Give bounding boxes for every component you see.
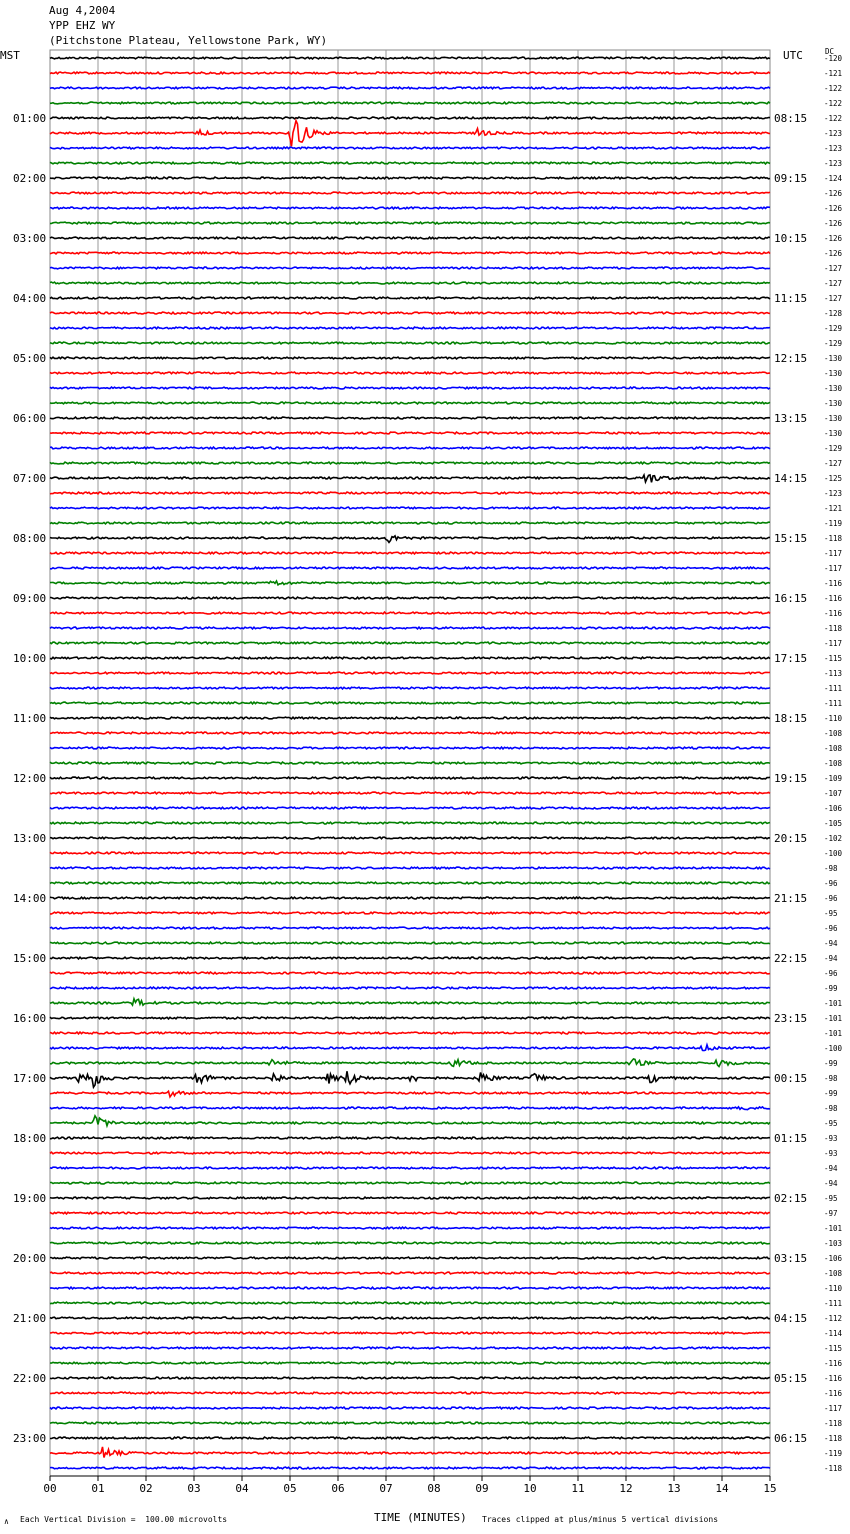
seismic-trace	[50, 252, 770, 254]
seismic-trace	[50, 57, 770, 59]
dc-offset-label: -99	[824, 1089, 838, 1098]
seismic-trace	[50, 1152, 770, 1154]
mst-hour-label: 21:00	[13, 1312, 47, 1325]
dc-offset-label: -108	[824, 744, 843, 753]
x-tick-label: 01	[91, 1482, 105, 1495]
seismic-trace	[50, 1317, 770, 1319]
seismic-trace	[50, 627, 770, 629]
seismic-trace	[50, 1116, 770, 1126]
seismic-trace	[50, 1032, 770, 1034]
dc-offset-label: -114	[824, 1329, 843, 1338]
seismic-trace	[50, 147, 770, 149]
right-timezone-label: UTC	[783, 49, 803, 62]
dc-offset-label: -101	[824, 1029, 843, 1038]
seismic-trace	[50, 597, 770, 599]
footer-mark: ∧	[4, 1517, 9, 1526]
dc-offset-label: -124	[824, 174, 843, 183]
station-label: YPP EHZ WY	[49, 19, 116, 32]
seismic-trace	[50, 1437, 770, 1439]
dc-offset-label: -130	[824, 414, 843, 423]
seismic-trace	[50, 957, 770, 959]
dc-offset-label: -95	[824, 1194, 838, 1203]
seismic-trace	[50, 522, 770, 524]
seismic-trace	[50, 1407, 770, 1409]
x-tick-label: 14	[715, 1482, 729, 1495]
dc-offset-label: -110	[824, 714, 843, 723]
dc-offset-label: -101	[824, 999, 843, 1008]
utc-hour-label: 05:15	[774, 1372, 808, 1385]
dc-offset-label: -96	[824, 969, 838, 978]
dc-offset-label: -98	[824, 1074, 838, 1083]
mst-hour-label: 16:00	[13, 1012, 47, 1025]
dc-header-label: DC	[825, 47, 835, 56]
seismic-trace	[50, 1302, 770, 1304]
seismic-trace	[50, 567, 770, 569]
seismic-trace	[50, 672, 770, 674]
seismic-trace	[50, 807, 770, 809]
x-tick-label: 05	[283, 1482, 297, 1495]
dc-offset-label: -118	[824, 1464, 843, 1473]
seismic-trace	[50, 1287, 770, 1289]
seismic-trace	[50, 297, 770, 299]
dc-offset-label: -98	[824, 864, 838, 873]
dc-offset-label: -130	[824, 369, 843, 378]
seismic-trace	[50, 447, 770, 449]
mst-hour-label: 07:00	[13, 472, 47, 485]
dc-offset-label: -94	[824, 1179, 838, 1188]
mst-hour-label: 18:00	[13, 1132, 47, 1145]
utc-hour-label: 11:15	[774, 292, 808, 305]
dc-offset-label: -103	[824, 1239, 843, 1248]
dc-offset-label: -129	[824, 444, 843, 453]
dc-offset-label: -96	[824, 879, 838, 888]
dc-offset-label: -102	[824, 834, 843, 843]
dc-offset-label: -94	[824, 954, 838, 963]
dc-offset-label: -127	[824, 459, 843, 468]
x-tick-label: 07	[379, 1482, 393, 1495]
seismic-trace	[50, 942, 770, 944]
dc-offset-label: -113	[824, 669, 843, 678]
dc-offset-label: -109	[824, 774, 843, 783]
seismic-trace	[50, 777, 770, 779]
dc-offset-label: -130	[824, 384, 843, 393]
seismic-trace	[50, 1017, 770, 1019]
seismic-trace	[50, 1167, 770, 1169]
dc-offset-label: -119	[824, 519, 843, 528]
seismic-trace	[50, 102, 770, 104]
mst-hour-label: 17:00	[13, 1072, 47, 1085]
dc-offset-label: -95	[824, 1119, 838, 1128]
dc-offset-label: -120	[824, 54, 843, 63]
seismic-trace	[50, 327, 770, 329]
dc-offset-label: -108	[824, 729, 843, 738]
seismic-trace	[50, 417, 770, 419]
seismic-trace	[50, 732, 770, 734]
seismic-trace	[50, 72, 770, 74]
seismic-trace	[50, 1137, 770, 1139]
utc-hour-label: 00:15	[774, 1072, 808, 1085]
dc-offset-label: -118	[824, 534, 843, 543]
x-tick-label: 12	[619, 1482, 633, 1495]
mst-hour-label: 20:00	[13, 1252, 47, 1265]
utc-hour-label: 14:15	[774, 472, 808, 485]
dc-offset-label: -122	[824, 114, 843, 123]
x-tick-label: 13	[667, 1482, 681, 1495]
dc-offset-label: -130	[824, 429, 843, 438]
seismic-trace	[50, 897, 770, 899]
seismic-trace	[50, 192, 770, 194]
x-tick-label: 09	[475, 1482, 489, 1495]
dc-offset-label: -95	[824, 909, 838, 918]
seismic-trace	[50, 507, 770, 509]
utc-hour-label: 22:15	[774, 952, 808, 965]
mst-hour-label: 22:00	[13, 1372, 47, 1385]
seismic-trace	[50, 1091, 770, 1097]
date-label: Aug 4,2004	[49, 4, 116, 17]
seismic-trace	[50, 702, 770, 704]
dc-offset-label: -127	[824, 279, 843, 288]
dc-offset-label: -99	[824, 984, 838, 993]
seismic-trace	[50, 1257, 770, 1259]
seismic-trace	[50, 717, 770, 719]
dc-offset-label: -117	[824, 639, 843, 648]
x-tick-label: 02	[139, 1482, 153, 1495]
mst-hour-label: 14:00	[13, 892, 47, 905]
dc-offset-label: -93	[824, 1134, 838, 1143]
mst-hour-label: 04:00	[13, 292, 47, 305]
utc-hour-label: 13:15	[774, 412, 808, 425]
utc-hour-label: 02:15	[774, 1192, 808, 1205]
dc-offset-label: -111	[824, 1299, 843, 1308]
utc-hour-label: 01:15	[774, 1132, 808, 1145]
seismic-trace	[50, 1362, 770, 1364]
dc-offset-label: -127	[824, 264, 843, 273]
seismic-trace	[50, 1059, 770, 1067]
mst-hour-label: 06:00	[13, 412, 47, 425]
dc-offset-label: -98	[824, 1104, 838, 1113]
seismic-trace	[50, 822, 770, 824]
seismic-trace	[50, 117, 770, 119]
mst-hour-label: 01:00	[13, 112, 47, 125]
dc-offset-label: -118	[824, 624, 843, 633]
x-tick-label: 00	[43, 1482, 57, 1495]
dc-offset-label: -116	[824, 1389, 843, 1398]
dc-offset-label: -117	[824, 564, 843, 573]
x-tick-label: 03	[187, 1482, 201, 1495]
utc-hour-label: 03:15	[774, 1252, 808, 1265]
dc-offset-label: -115	[824, 654, 843, 663]
seismic-trace	[50, 1182, 770, 1184]
x-tick-label: 06	[331, 1482, 345, 1495]
seismic-trace	[50, 1467, 770, 1469]
dc-offset-label: -123	[824, 144, 843, 153]
dc-offset-label: -111	[824, 699, 843, 708]
seismic-trace	[50, 1447, 770, 1458]
mst-hour-label: 11:00	[13, 712, 47, 725]
seismic-trace	[50, 687, 770, 689]
utc-hour-label: 16:15	[774, 592, 808, 605]
mst-hour-label: 09:00	[13, 592, 47, 605]
mst-hour-label: 02:00	[13, 172, 47, 185]
dc-offset-label: -116	[824, 594, 843, 603]
seismic-trace	[50, 912, 770, 914]
seismic-trace	[50, 177, 770, 179]
dc-offset-label: -100	[824, 849, 843, 858]
mst-hour-label: 12:00	[13, 772, 47, 785]
seismic-trace	[50, 402, 770, 404]
seismic-trace	[50, 762, 770, 764]
dc-offset-label: -93	[824, 1149, 838, 1158]
seismic-trace	[50, 207, 770, 209]
dc-offset-label: -112	[824, 1314, 843, 1323]
left-timezone-label: MST	[0, 49, 20, 62]
dc-offset-label: -125	[824, 474, 843, 483]
dc-offset-label: -118	[824, 1434, 843, 1443]
seismic-trace	[50, 852, 770, 854]
seismic-trace	[50, 462, 770, 464]
seismic-trace	[50, 387, 770, 389]
dc-offset-label: -130	[824, 399, 843, 408]
dc-offset-label: -121	[824, 504, 843, 513]
seismic-trace	[50, 372, 770, 374]
seismic-trace	[50, 882, 770, 884]
dc-offset-label: -101	[824, 1224, 843, 1233]
seismic-trace	[50, 1107, 770, 1110]
seismic-trace	[50, 267, 770, 269]
dc-offset-label: -97	[824, 1209, 838, 1218]
seismic-trace	[50, 1272, 770, 1274]
dc-offset-label: -100	[824, 1044, 843, 1053]
dc-offset-label: -108	[824, 1269, 843, 1278]
dc-offset-label: -106	[824, 1254, 843, 1263]
seismic-trace	[50, 1422, 770, 1424]
x-tick-label: 11	[571, 1482, 585, 1495]
utc-hour-label: 08:15	[774, 112, 808, 125]
dc-offset-label: -94	[824, 939, 838, 948]
seismic-trace	[50, 1392, 770, 1394]
x-tick-label: 04	[235, 1482, 249, 1495]
seismic-trace	[50, 581, 770, 585]
dc-offset-label: -126	[824, 249, 843, 258]
seismic-trace	[50, 642, 770, 644]
utc-hour-label: 09:15	[774, 172, 808, 185]
dc-offset-label: -119	[824, 1449, 843, 1458]
x-tick-label: 15	[763, 1482, 777, 1495]
x-axis-title: TIME (MINUTES)	[374, 1511, 467, 1524]
seismic-trace	[50, 987, 770, 989]
dc-offset-label: -105	[824, 819, 843, 828]
seismic-trace	[50, 536, 770, 543]
dc-offset-label: -107	[824, 789, 843, 798]
seismic-trace	[50, 162, 770, 164]
seismic-trace	[50, 1242, 770, 1244]
dc-offset-label: -129	[824, 339, 843, 348]
dc-offset-label: -128	[824, 309, 843, 318]
seismic-trace	[50, 312, 770, 314]
seismic-trace	[50, 357, 770, 359]
x-tick-label: 10	[523, 1482, 537, 1495]
mst-hour-label: 08:00	[13, 532, 47, 545]
clip-note: Traces clipped at plus/minus 5 vertical divisions	[482, 1515, 719, 1524]
dc-offset-label: -110	[824, 1284, 843, 1293]
seismic-trace	[50, 342, 770, 344]
dc-offset-label: -116	[824, 579, 843, 588]
location-label: (Pitchstone Plateau, Yellowstone Park, WY)	[49, 34, 328, 47]
seismic-trace	[50, 1212, 770, 1214]
dc-offset-label: -122	[824, 84, 843, 93]
utc-hour-label: 06:15	[774, 1432, 808, 1445]
seismic-trace	[50, 1197, 770, 1199]
utc-hour-label: 20:15	[774, 832, 808, 845]
seismic-trace	[50, 1377, 770, 1379]
utc-hour-label: 21:15	[774, 892, 808, 905]
seismic-trace	[50, 612, 770, 614]
dc-offset-label: -116	[824, 609, 843, 618]
seismic-trace	[50, 282, 770, 284]
utc-hour-label: 15:15	[774, 532, 808, 545]
dc-offset-label: -130	[824, 354, 843, 363]
seismic-trace	[50, 432, 770, 434]
seismic-trace	[50, 972, 770, 974]
mst-hour-label: 15:00	[13, 952, 47, 965]
seismic-trace	[50, 1227, 770, 1229]
dc-offset-label: -116	[824, 1374, 843, 1383]
dc-offset-label: -117	[824, 1404, 843, 1413]
dc-offset-label: -126	[824, 189, 843, 198]
dc-offset-label: -129	[824, 324, 843, 333]
dc-offset-label: -127	[824, 294, 843, 303]
mst-hour-label: 23:00	[13, 1432, 47, 1445]
utc-hour-label: 18:15	[774, 712, 808, 725]
dc-offset-label: -126	[824, 204, 843, 213]
mst-hour-label: 10:00	[13, 652, 47, 665]
seismic-trace	[50, 237, 770, 239]
mst-hour-label: 13:00	[13, 832, 47, 845]
seismic-trace	[50, 121, 770, 147]
seismic-trace	[50, 475, 770, 482]
dc-offset-label: -126	[824, 234, 843, 243]
x-tick-label: 08	[427, 1482, 441, 1495]
seismic-trace	[50, 1347, 770, 1349]
seismic-trace	[50, 927, 770, 929]
dc-offset-label: -96	[824, 894, 838, 903]
seismic-trace	[50, 1071, 770, 1087]
mst-hour-label: 05:00	[13, 352, 47, 365]
dc-offset-label: -126	[824, 219, 843, 228]
dc-offset-label: -94	[824, 1164, 838, 1173]
seismic-trace	[50, 222, 770, 224]
dc-offset-label: -106	[824, 804, 843, 813]
utc-hour-label: 04:15	[774, 1312, 808, 1325]
seismic-trace	[50, 999, 770, 1005]
mst-hour-label: 19:00	[13, 1192, 47, 1205]
utc-hour-label: 12:15	[774, 352, 808, 365]
dc-offset-label: -111	[824, 684, 843, 693]
dc-offset-label: -117	[824, 549, 843, 558]
mst-hour-label: 03:00	[13, 232, 47, 245]
seismic-trace	[50, 492, 770, 494]
utc-hour-label: 23:15	[774, 1012, 808, 1025]
dc-offset-label: -118	[824, 1419, 843, 1428]
seismic-trace	[50, 1045, 770, 1051]
dc-offset-label: -96	[824, 924, 838, 933]
seismic-trace	[50, 1332, 770, 1334]
dc-offset-label: -116	[824, 1359, 843, 1368]
utc-hour-label: 19:15	[774, 772, 808, 785]
dc-offset-label: -99	[824, 1059, 838, 1068]
utc-hour-label: 10:15	[774, 232, 808, 245]
seismic-trace	[50, 747, 770, 749]
dc-offset-label: -115	[824, 1344, 843, 1353]
seismic-trace	[50, 657, 770, 659]
dc-offset-label: -123	[824, 129, 843, 138]
seismic-trace	[50, 867, 770, 869]
seismic-trace	[50, 792, 770, 794]
utc-hour-label: 17:15	[774, 652, 808, 665]
dc-offset-label: -122	[824, 99, 843, 108]
dc-offset-label: -121	[824, 69, 843, 78]
seismic-trace	[50, 552, 770, 554]
scale-note: Each Vertical Division = 100.00 microvolts	[20, 1515, 228, 1524]
dc-offset-label: -123	[824, 489, 843, 498]
seismic-trace	[50, 87, 770, 89]
dc-offset-label: -108	[824, 759, 843, 768]
dc-offset-label: -101	[824, 1014, 843, 1023]
dc-offset-label: -123	[824, 159, 843, 168]
seismic-trace	[50, 837, 770, 839]
